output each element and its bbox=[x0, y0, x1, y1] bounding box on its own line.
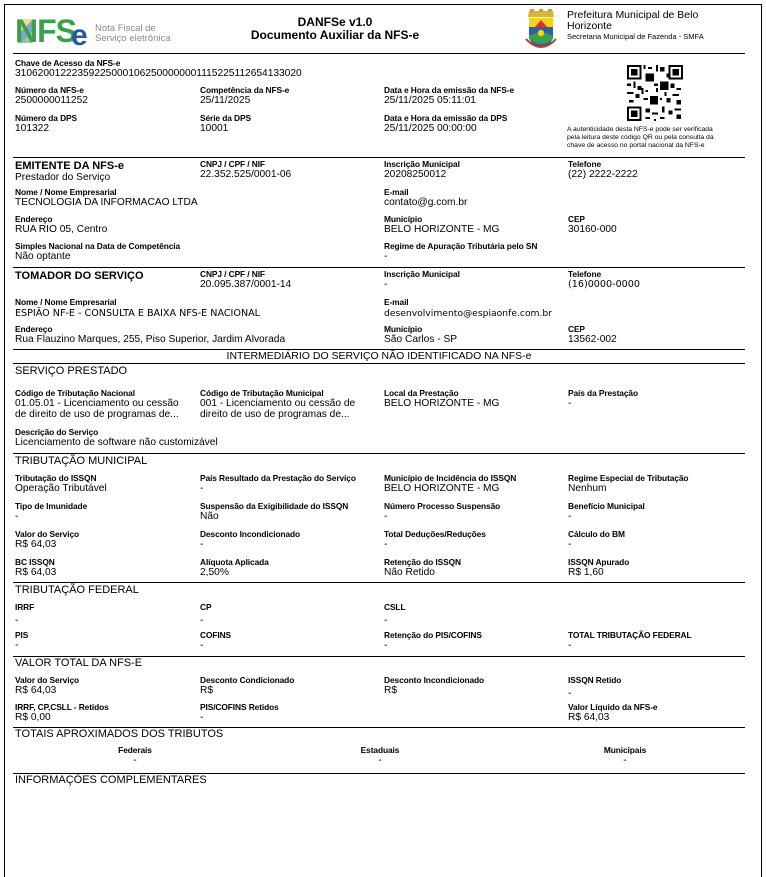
emissao-nfse-label: Data e Hora da emissão da NFS-e bbox=[384, 85, 515, 95]
irrf-label: IRRF bbox=[15, 602, 35, 612]
calculo-bm-label: Cálculo do BM bbox=[568, 529, 625, 539]
regime-especial bbox=[568, 473, 688, 494]
emitente-simples bbox=[15, 241, 180, 262]
chave-value: 310620012223592250001062500000001115225112654133020 bbox=[15, 68, 302, 79]
emitente-cnpj-label: CNPJ / CPF / NIF bbox=[200, 159, 265, 169]
total-deducoes bbox=[384, 529, 486, 550]
retencao-issqn bbox=[384, 557, 461, 578]
regime-especial-label: Regime Especial de Tributação bbox=[568, 473, 689, 483]
regime-especial-value: Nenhum bbox=[568, 483, 607, 494]
valor-servico bbox=[15, 529, 79, 550]
bc-issqn-label: BC ISSQN bbox=[15, 557, 55, 567]
competencia-value: 25/11/2025 bbox=[200, 95, 251, 106]
qr-note-line1: A autenticidade desta NFS-e pode ser verificada bbox=[567, 126, 713, 133]
emitente-email bbox=[384, 187, 467, 208]
tipo-imunidade-label: Tipo de Imunidade bbox=[15, 501, 88, 511]
csll bbox=[384, 602, 405, 626]
emissao-dps-label: Data e Hora da emissão da DPS bbox=[384, 113, 508, 123]
informacoes-title: INFORMAÇÕES COMPLEMENTARES bbox=[15, 774, 207, 786]
federais-label: Federais bbox=[118, 745, 152, 755]
bc-issqn bbox=[15, 557, 56, 578]
numero-dps-value: 101322 bbox=[15, 123, 49, 134]
emitente-cep bbox=[568, 214, 617, 235]
divider bbox=[13, 267, 745, 268]
emitente-nome bbox=[15, 187, 198, 208]
emitente-municipio-value: BELO HORIZONTE - MG bbox=[384, 224, 500, 235]
danfse-document bbox=[4, 4, 762, 877]
emitente-inscricao bbox=[384, 159, 460, 180]
emissao-nfse-value: 25/11/2025 05:11:01 bbox=[384, 95, 476, 106]
tomador-nome-label: Nome / Nome Empresarial bbox=[15, 297, 117, 307]
tomador-endereco bbox=[15, 324, 285, 345]
descricao-value: Licenciamento de software não customizável bbox=[15, 437, 218, 448]
qr-note-line2: pela leitura deste código QR ou pela consulta da bbox=[567, 134, 714, 141]
emitente-email-value: contato@g.com.br bbox=[384, 197, 468, 208]
vt-pis-cofins-retidos bbox=[200, 702, 279, 723]
totais-aprox-title: TOTAIS APROXIMADOS DOS TRIBUTOS bbox=[15, 728, 224, 740]
tributacao-issqn-label: Tributação do ISSQN bbox=[15, 473, 97, 483]
tomador-cep-label: CEP bbox=[568, 324, 585, 334]
tomador-email bbox=[384, 297, 552, 319]
tomador-cnpj-label: CNPJ / CPF / NIF bbox=[200, 269, 265, 279]
municipio-incidencia bbox=[384, 473, 516, 494]
cod-tributacao-nacional bbox=[15, 388, 179, 420]
tomador-endereco-label: Endereço bbox=[15, 324, 53, 334]
bc-issqn-value: R$ 64,03 bbox=[15, 567, 57, 578]
secretaria: Secretaria Municipal de Fazenda - SMFA bbox=[567, 32, 704, 41]
municipais-label: Municipais bbox=[603, 745, 647, 755]
suspensao-exigibilidade bbox=[200, 501, 348, 522]
cofins-value: - bbox=[200, 640, 204, 651]
tomador-telefone bbox=[568, 269, 640, 290]
desconto-incondicionado bbox=[200, 529, 300, 550]
chave-label: Chave de Acesso da NFS-e bbox=[15, 58, 121, 68]
vt-valor-servico-value: R$ 64,03 bbox=[15, 685, 57, 696]
title-line2: Documento Auxiliar da NFS-e bbox=[250, 28, 420, 42]
aliquota-label: Alíquota Aplicada bbox=[200, 557, 269, 567]
total-federal-value: - bbox=[568, 640, 572, 651]
informacoes-content bbox=[15, 790, 745, 877]
numero-processo-label: Número Processo Suspensão bbox=[384, 501, 501, 511]
municipais-value: - bbox=[623, 755, 627, 766]
emissao-nfse bbox=[384, 85, 514, 106]
vt-pis-cofins-label: PIS/COFINS Retidos bbox=[200, 702, 279, 712]
vt-desconto-incond-value: R$ bbox=[384, 685, 398, 696]
tomador-municipio-label: Município bbox=[384, 324, 423, 334]
vt-desconto-cond-value: R$ bbox=[200, 685, 214, 696]
tomador-email-value: desenvolvimento@espiaonfe.com.br bbox=[384, 308, 553, 319]
municipio-incidencia-value: BELO HORIZONTE - MG bbox=[384, 483, 500, 494]
aliquota-value: 2,50% bbox=[200, 567, 229, 578]
tomador-inscricao-value: - bbox=[384, 279, 388, 290]
valor-total-title: VALOR TOTAL DA NFS-E bbox=[15, 657, 143, 669]
vt-issqn-retido-value: - bbox=[568, 688, 572, 699]
beneficio-label: Benefício Municipal bbox=[568, 501, 645, 511]
emitente-header bbox=[15, 160, 124, 183]
cod-municipal-value-line2: direito de uso de programas de... bbox=[200, 409, 350, 420]
numero-nfse-value: 2500000011252 bbox=[15, 95, 88, 106]
servico-title: SERVIÇO PRESTADO bbox=[15, 365, 128, 377]
vt-desconto-condicionado bbox=[200, 675, 294, 696]
tomador-telefone-label: Telefone bbox=[568, 269, 602, 279]
valor-servico-value: R$ 64,03 bbox=[15, 539, 57, 550]
csll-label: CSLL bbox=[384, 602, 406, 612]
divider bbox=[13, 157, 745, 158]
coat-of-arms-icon bbox=[521, 9, 561, 51]
descricao-servico bbox=[15, 427, 218, 448]
vt-desconto-incond-label: Desconto Incondicionado bbox=[384, 675, 485, 685]
desconto-incond-label: Desconto Incondicionado bbox=[200, 529, 301, 539]
vt-valor-liquido-label: Valor Líquido da NFS-e bbox=[568, 702, 658, 712]
total-deducoes-label: Total Deduções/Reduções bbox=[384, 529, 486, 539]
qr-note-line3: chave de acesso no portal nacional da NFS-e bbox=[567, 142, 705, 149]
emitente-regime-sn-label: Regime de Apuração Tributária pelo SN bbox=[384, 241, 538, 251]
calculo-bm-value: - bbox=[568, 539, 572, 550]
aliquota-aplicada bbox=[200, 557, 269, 578]
title-line1: DANFSe v1.0 bbox=[297, 15, 373, 29]
intermediario-notice: INTERMEDIÁRIO DO SERVIÇO NÃO IDENTIFICADO NA NFS-e bbox=[226, 350, 532, 362]
numero-dps bbox=[15, 113, 77, 134]
pais-resultado-value: - bbox=[200, 483, 204, 494]
cp-label: CP bbox=[200, 602, 212, 612]
emitente-cnpj-value: 22.352.525/0001-06 bbox=[200, 169, 292, 180]
tipo-imunidade-value: - bbox=[15, 511, 19, 522]
tomador-nome bbox=[15, 297, 260, 319]
tomador-municipio-value: São Carlos - SP bbox=[384, 334, 458, 345]
retencao-issqn-value: Não Retido bbox=[384, 567, 435, 578]
local-prestacao-label: Local da Prestação bbox=[384, 388, 459, 398]
estaduais-value: - bbox=[378, 755, 382, 766]
retencao-issqn-label: Retenção do ISSQN bbox=[384, 557, 461, 567]
pais-resultado bbox=[200, 473, 356, 494]
vt-desconto-incondicionado bbox=[384, 675, 484, 696]
emitente-regime-sn-value: - bbox=[384, 251, 388, 262]
retencao-pis-cofins bbox=[384, 630, 482, 651]
emitente-regime-sn bbox=[384, 241, 537, 262]
tomador-title: TOMADOR DO SERVIÇO bbox=[15, 270, 144, 282]
logo-brand: NFS bbox=[15, 13, 76, 49]
nfse-logo bbox=[15, 13, 175, 52]
vt-valor-liquido-value: R$ 64,03 bbox=[568, 712, 610, 723]
logo-subtitle-line2: Serviço eletrônica bbox=[95, 33, 171, 44]
irrf bbox=[15, 602, 34, 626]
competencia bbox=[200, 85, 289, 106]
vt-issqn-retido bbox=[568, 675, 621, 699]
numero-processo bbox=[384, 501, 500, 522]
descricao-label: Descrição do Serviço bbox=[15, 427, 99, 437]
vt-valor-liquido bbox=[568, 702, 657, 723]
pis-value: - bbox=[15, 640, 19, 651]
numero-dps-label: Número da DPS bbox=[15, 113, 77, 123]
federais-value: - bbox=[133, 755, 137, 766]
emissao-dps-value: 25/11/2025 00:00:00 bbox=[384, 123, 477, 134]
logo-subtitle-line1: Nota Fiscal de bbox=[95, 23, 156, 34]
tributacao-issqn bbox=[15, 473, 107, 494]
emitente-email-label: E-mail bbox=[384, 187, 409, 197]
tomador-cep bbox=[568, 324, 617, 345]
retencao-pis-value: - bbox=[384, 640, 388, 651]
totais-municipais bbox=[555, 745, 695, 766]
prefeitura-line2: Horizonte bbox=[567, 20, 612, 32]
issqn-apurado-label: ISSQN Apurado bbox=[568, 557, 630, 567]
tomador-inscricao-label: Inscrição Municipal bbox=[384, 269, 460, 279]
numero-nfse-label: Número da NFS-e bbox=[15, 85, 84, 95]
emitente-subtitle: Prestador do Serviço bbox=[15, 172, 111, 183]
emitente-title: EMITENTE DA NFS-e bbox=[15, 160, 124, 172]
retencao-pis-label: Retenção do PIS/COFINS bbox=[384, 630, 482, 640]
divider bbox=[13, 582, 745, 583]
issqn-apurado bbox=[568, 557, 629, 578]
qr-code-icon[interactable] bbox=[625, 63, 685, 123]
vt-valor-servico bbox=[15, 675, 79, 696]
prefeitura-info bbox=[567, 10, 704, 42]
tomador-cep-value: 13562-002 bbox=[568, 334, 617, 345]
emitente-municipio bbox=[384, 214, 499, 235]
emitente-cnpj bbox=[200, 159, 291, 180]
serie-dps bbox=[200, 113, 251, 134]
tomador-municipio bbox=[384, 324, 457, 345]
cofins bbox=[200, 630, 231, 651]
divider bbox=[13, 453, 745, 454]
emitente-municipio-label: Município bbox=[384, 214, 423, 224]
trib-federal-title: TRIBUTAÇÃO FEDERAL bbox=[15, 584, 139, 596]
emitente-inscricao-label: Inscrição Municipal bbox=[384, 159, 460, 169]
numero-processo-value: - bbox=[384, 511, 388, 522]
prefeitura-line1: Prefeitura Municipal de Belo bbox=[567, 9, 699, 21]
tomador-inscricao bbox=[384, 269, 460, 290]
cp-value: - bbox=[200, 615, 204, 626]
pais-resultado-label: País Resultado da Prestação do Serviço bbox=[200, 473, 356, 483]
cod-municipal-value-line1: 001 - Licenciamento ou cessão de bbox=[200, 398, 356, 409]
local-prestacao-value: BELO HORIZONTE - MG bbox=[384, 398, 500, 409]
numero-nfse bbox=[15, 85, 88, 106]
total-deducoes-value: - bbox=[384, 539, 388, 550]
total-federal-label: TOTAL TRIBUTAÇÃO FEDERAL bbox=[568, 630, 692, 640]
issqn-apurado-value: R$ 1,60 bbox=[568, 567, 604, 578]
emissao-dps bbox=[384, 113, 507, 134]
valor-servico-label: Valor do Serviço bbox=[15, 529, 80, 539]
emitente-simples-label: Simples Nacional na Data de Competência bbox=[15, 241, 181, 251]
vt-irrf-cp-csll-value: R$ 0,00 bbox=[15, 712, 51, 723]
emitente-telefone-value: (22) 2222-2222 bbox=[568, 169, 638, 180]
cod-nacional-value-line1: 01.05.01 - Licenciamento ou cessão bbox=[15, 398, 179, 409]
suspensao-label: Suspensão da Exigibilidade do ISSQN bbox=[200, 501, 349, 511]
cod-municipal-label: Código de Tributação Municipal bbox=[200, 388, 324, 398]
pais-prestacao-label: País da Prestação bbox=[568, 388, 638, 398]
emitente-endereco-value: RUA RIO 05, Centro bbox=[15, 224, 108, 235]
qr-authenticity-note bbox=[567, 126, 714, 150]
tomador-email-label: E-mail bbox=[384, 297, 409, 307]
vt-desconto-cond-label: Desconto Condicionado bbox=[200, 675, 295, 685]
cod-tributacao-municipal bbox=[200, 388, 355, 420]
tomador-telefone-value: (16)0000-0000 bbox=[568, 279, 640, 290]
emitente-endereco bbox=[15, 214, 107, 235]
logo-subtitle bbox=[95, 24, 171, 44]
tomador-nome-value: ESPIÃO NF-E - CONSULTA E BAIXA NFS-E NACIONAL bbox=[15, 308, 261, 319]
pis bbox=[15, 630, 28, 651]
cod-nacional-label: Código de Tributação Nacional bbox=[15, 388, 135, 398]
emitente-simples-value: Não optante bbox=[15, 251, 71, 262]
emitente-nome-value: TECNOLOGIA DA INFORMACAO LTDA bbox=[15, 197, 198, 208]
document-title bbox=[235, 16, 435, 42]
emitente-telefone bbox=[568, 159, 638, 180]
totais-federais bbox=[65, 745, 205, 766]
competencia-label: Competência da NFS-e bbox=[200, 85, 290, 95]
cofins-label: COFINS bbox=[200, 630, 232, 640]
suspensao-value: Não bbox=[200, 511, 219, 522]
emitente-cep-value: 30160-000 bbox=[568, 224, 617, 235]
emitente-telefone-label: Telefone bbox=[568, 159, 602, 169]
calculo-bm bbox=[568, 529, 625, 550]
desconto-incond-value: - bbox=[200, 539, 204, 550]
pais-prestacao-value: - bbox=[568, 398, 572, 409]
emitente-nome-label: Nome / Nome Empresarial bbox=[15, 187, 117, 197]
vt-issqn-retido-label: ISSQN Retido bbox=[568, 675, 622, 685]
irrf-value: - bbox=[15, 615, 19, 626]
vt-valor-servico-label: Valor do Serviço bbox=[15, 675, 80, 685]
tomador-cnpj-value: 20.095.387/0001-14 bbox=[200, 279, 292, 290]
totais-estaduais bbox=[310, 745, 450, 766]
tributacao-issqn-value: Operação Tributável bbox=[15, 483, 107, 494]
cod-nacional-value-line2: de direito de uso de programas de... bbox=[15, 409, 179, 420]
cp bbox=[200, 602, 211, 626]
tomador-endereco-value: Rua Flauzino Marques, 255, Piso Superior, Jardim Alvorada bbox=[15, 334, 286, 345]
chave-acesso bbox=[15, 58, 302, 79]
beneficio-municipal bbox=[568, 501, 645, 522]
emitente-cep-label: CEP bbox=[568, 214, 585, 224]
tomador-cnpj bbox=[200, 269, 291, 290]
emitente-inscricao-value: 20208250012 bbox=[384, 169, 447, 180]
vt-irrf-cp-csll bbox=[15, 702, 109, 723]
estaduais-label: Estaduais bbox=[360, 745, 400, 755]
serie-dps-value: 10001 bbox=[200, 123, 229, 134]
trib-municipal-title: TRIBUTAÇÃO MUNICIPAL bbox=[15, 455, 148, 467]
pais-prestacao bbox=[568, 388, 638, 409]
emitente-endereco-label: Endereço bbox=[15, 214, 53, 224]
serie-dps-label: Série da DPS bbox=[200, 113, 251, 123]
local-prestacao bbox=[384, 388, 499, 409]
tomador-header bbox=[15, 270, 144, 282]
vt-pis-cofins-value: - bbox=[200, 712, 204, 723]
divider bbox=[13, 363, 745, 364]
municipio-incidencia-label: Município de Incidência do ISSQN bbox=[384, 473, 517, 483]
pis-label: PIS bbox=[15, 630, 29, 640]
vt-irrf-cp-csll-label: IRRF, CP,CSLL - Retidos bbox=[15, 702, 109, 712]
logo-brand-e: e bbox=[71, 19, 88, 52]
total-trib-federal bbox=[568, 630, 692, 651]
csll-value: - bbox=[384, 615, 388, 626]
tipo-imunidade bbox=[15, 501, 87, 522]
beneficio-value: - bbox=[568, 511, 572, 522]
divider bbox=[13, 53, 745, 54]
